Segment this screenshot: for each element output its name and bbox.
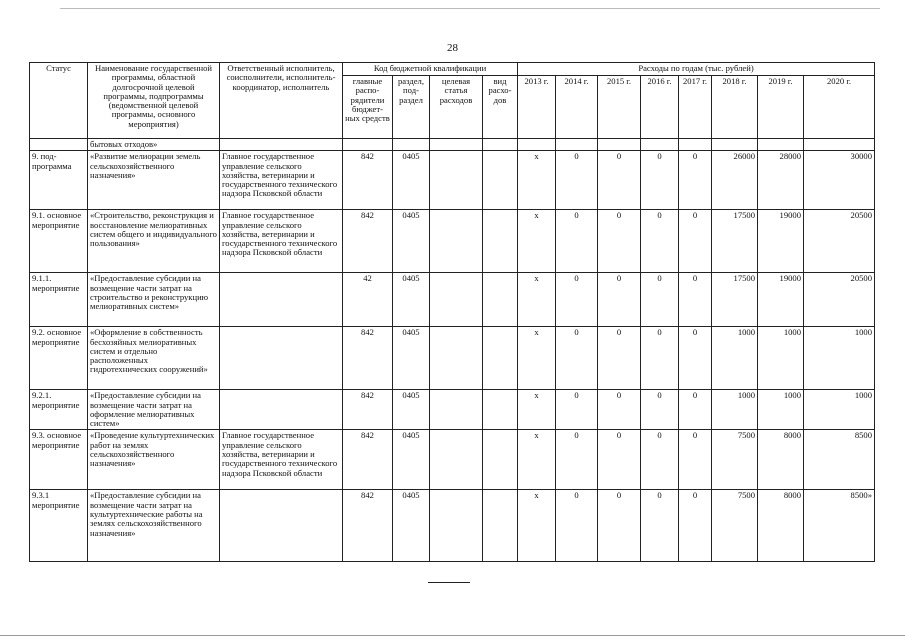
row-value-2016: 0 [641, 490, 679, 562]
row-value-2017: 0 [679, 273, 712, 327]
row-executor: Главное государственное управление сельского хозяйства, ветеринарии и государственного технического надзора Псковской области [220, 151, 343, 210]
header-year: 2020 г. [804, 76, 875, 139]
row-section: 0405 [393, 430, 430, 490]
row-type [483, 430, 518, 490]
row-value-2015: 0 [598, 210, 641, 273]
header-code-group: Код бюджетной квалификации [343, 63, 518, 76]
row-value-2020: 8500 [804, 430, 875, 490]
row-status: 9.3.1 мероприятие [30, 490, 88, 562]
row-value-2015: 0 [598, 327, 641, 390]
row-value-2015: 0 [598, 390, 641, 430]
row-value-2013: x [518, 151, 556, 210]
row-grbs: 842 [343, 430, 393, 490]
row-section: 0405 [393, 151, 430, 210]
row-section: 0405 [393, 327, 430, 390]
row-type [483, 390, 518, 430]
row-section: 0405 [393, 390, 430, 430]
row-value-2014: 0 [556, 430, 598, 490]
row-value-2013: x [518, 273, 556, 327]
row-value-2019: 8000 [758, 490, 804, 562]
row-value-2018: 1000 [712, 327, 758, 390]
row-value-2015: 0 [598, 430, 641, 490]
row-value-2018: 7500 [712, 490, 758, 562]
row-value-2014: 0 [556, 390, 598, 430]
header-year: 2016 г. [641, 76, 679, 139]
row-value-2016: 0 [641, 151, 679, 210]
row-value-2018: 7500 [712, 430, 758, 490]
row-name: «Проведение культуртехнических работ на землях сельскохозяйственного назначения» [88, 430, 220, 490]
header-year: 2017 г. [679, 76, 712, 139]
row-value-2020: 1000 [804, 327, 875, 390]
row-type [483, 151, 518, 210]
header-name: Наименование государственной программы, областной долгосрочной целевой программы, подпрограммы (ведомственной целевой программы, основного мероприятия) [88, 63, 220, 139]
row-value-2019: 1000 [758, 390, 804, 430]
row-name: «Оформление в собственность бесхозяйных мелиоративных систем и отдельно расположенных гидротехнических сооружений» [88, 327, 220, 390]
row-value-2020: 30000 [804, 151, 875, 210]
row-value-2017: 0 [679, 490, 712, 562]
row-value-2020: 20500 [804, 273, 875, 327]
row-grbs: 842 [343, 390, 393, 430]
row-value-2017: 0 [679, 151, 712, 210]
budget-table [29, 62, 875, 562]
row-value-2016: 0 [641, 390, 679, 430]
row-grbs: 842 [343, 210, 393, 273]
row-value-2014: 0 [556, 327, 598, 390]
row-article [430, 490, 483, 562]
row-status: 9.2. основное мероприятие [30, 327, 88, 390]
row-value-2013: x [518, 490, 556, 562]
row-status: 9.1. основное мероприятие [30, 210, 88, 273]
row-value-2014: 0 [556, 210, 598, 273]
header-year: 2014 г. [556, 76, 598, 139]
row-value-2020: 8500» [804, 490, 875, 562]
row-value-2016: 0 [641, 210, 679, 273]
table-row [30, 490, 875, 562]
row-executor: Главное государственное управление сельского хозяйства, ветеринарии и государственного технического надзора Псковской области [220, 430, 343, 490]
table-row [30, 273, 875, 327]
table-row [30, 430, 875, 490]
row-type [483, 490, 518, 562]
header-year: 2015 г. [598, 76, 641, 139]
header-year: 2018 г. [712, 76, 758, 139]
table-row [30, 210, 875, 273]
table-row [30, 390, 875, 430]
header-year: 2013 г. [518, 76, 556, 139]
table-row [30, 151, 875, 210]
row-status: 9.3. основное мероприятие [30, 430, 88, 490]
row-value-2018: 17500 [712, 273, 758, 327]
row-section: 0405 [393, 210, 430, 273]
row-value-2013: x [518, 210, 556, 273]
row-value-2017: 0 [679, 430, 712, 490]
row-grbs: 842 [343, 327, 393, 390]
row-name: «Развитие мелиорации земель сельскохозяйственного назначения» [88, 151, 220, 210]
continuation-text: бытовых отходов» [88, 139, 220, 151]
row-value-2014: 0 [556, 490, 598, 562]
row-executor [220, 490, 343, 562]
row-value-2014: 0 [556, 273, 598, 327]
row-value-2013: x [518, 390, 556, 430]
row-value-2020: 20500 [804, 210, 875, 273]
row-executor [220, 327, 343, 390]
header-code-type: вид расхо-дов [483, 76, 518, 139]
row-value-2018: 17500 [712, 210, 758, 273]
row-status: 9. под-программа [30, 151, 88, 210]
row-executor: Главное государственное управление сельского хозяйства, ветеринарии и государственного технического надзора Псковской области [220, 210, 343, 273]
row-value-2019: 19000 [758, 210, 804, 273]
row-value-2013: x [518, 430, 556, 490]
row-value-2014: 0 [556, 151, 598, 210]
row-status: 9.1.1. мероприятие [30, 273, 88, 327]
row-name: «Предоставление субсидии на возмещение части затрат на строительство и реконструкцию мелиоративных систем» [88, 273, 220, 327]
row-value-2019: 1000 [758, 327, 804, 390]
row-value-2019: 28000 [758, 151, 804, 210]
row-value-2013: x [518, 327, 556, 390]
row-article [430, 273, 483, 327]
row-value-2017: 0 [679, 210, 712, 273]
row-executor [220, 273, 343, 327]
page-number: 28 [447, 42, 458, 54]
row-type [483, 210, 518, 273]
row-value-2015: 0 [598, 490, 641, 562]
header-years-group: Расходы по годам (тыс. рублей) [518, 63, 875, 76]
header-status: Статус [30, 63, 88, 139]
row-name: «Строительство, реконструкция и восстановление мелиоративных систем общего и индивидуального пользования» [88, 210, 220, 273]
continuation-row [30, 139, 875, 151]
row-value-2017: 0 [679, 390, 712, 430]
header-code-grbs: главные распо-рядители бюджет-ных средств [343, 76, 393, 139]
row-type [483, 327, 518, 390]
scan-edge-bottom [0, 635, 905, 636]
header-executor: Ответственный исполнитель, соисполнители, исполнитель-координатор, исполнитель [220, 63, 343, 139]
row-type [483, 273, 518, 327]
row-article [430, 327, 483, 390]
header-year: 2019 г. [758, 76, 804, 139]
row-value-2019: 8000 [758, 430, 804, 490]
row-value-2016: 0 [641, 327, 679, 390]
row-value-2018: 1000 [712, 390, 758, 430]
row-grbs: 42 [343, 273, 393, 327]
table-row [30, 327, 875, 390]
row-value-2017: 0 [679, 327, 712, 390]
row-status: 9.2.1. мероприятие [30, 390, 88, 430]
row-name: «Предоставление субсидии на возмещение части затрат на культуртехнические работы на землях сельскохозяйственного назначения» [88, 490, 220, 562]
row-executor [220, 390, 343, 430]
row-grbs: 842 [343, 151, 393, 210]
row-section: 0405 [393, 490, 430, 562]
header-code-article: целевая статья расходов [430, 76, 483, 139]
scan-edge-top [60, 8, 880, 9]
footer-rule [428, 582, 470, 583]
row-name: «Предоставление субсидии на возмещение части затрат на оформление мелиоративных систем» [88, 390, 220, 430]
row-value-2019: 19000 [758, 273, 804, 327]
row-value-2015: 0 [598, 151, 641, 210]
row-grbs: 842 [343, 490, 393, 562]
header-code-section: раздел, под-раздел [393, 76, 430, 139]
row-value-2016: 0 [641, 430, 679, 490]
row-article [430, 390, 483, 430]
row-value-2016: 0 [641, 273, 679, 327]
row-article [430, 151, 483, 210]
row-article [430, 430, 483, 490]
row-section: 0405 [393, 273, 430, 327]
row-value-2018: 26000 [712, 151, 758, 210]
row-article [430, 210, 483, 273]
row-value-2020: 1000 [804, 390, 875, 430]
row-value-2015: 0 [598, 273, 641, 327]
